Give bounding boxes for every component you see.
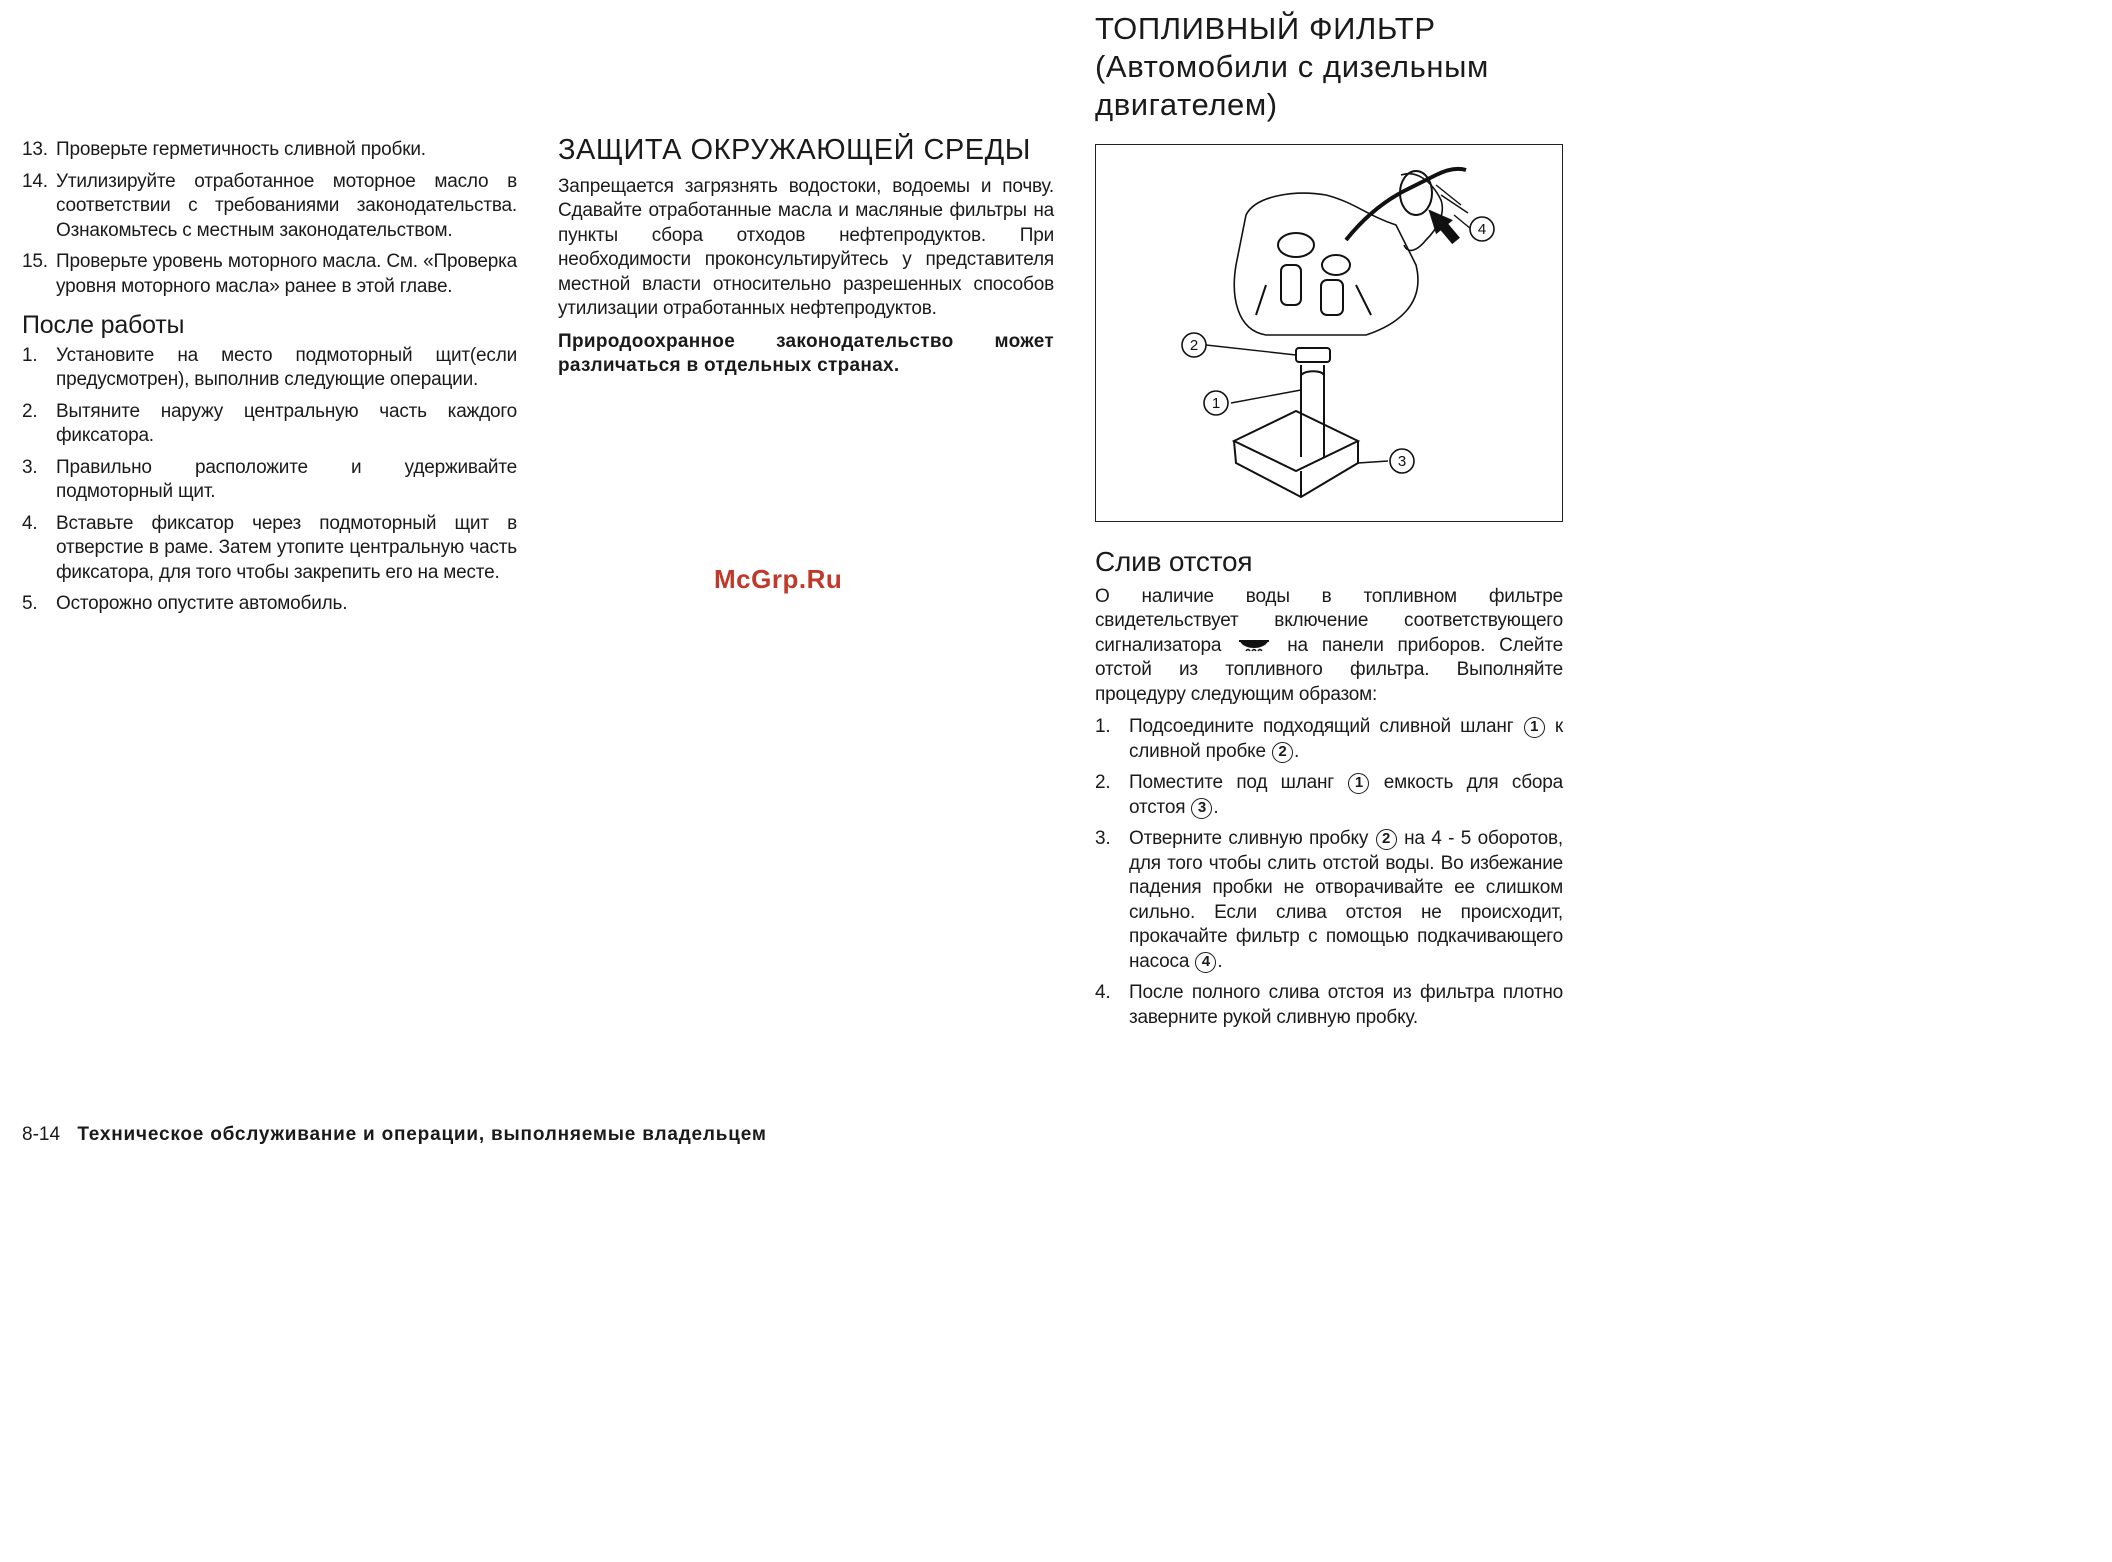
callout-2: 2	[1189, 337, 1199, 354]
callout-3: 3	[1397, 453, 1407, 470]
fuel-filter-figure	[1095, 144, 1563, 522]
list-item: 1. Установите на место подмоторный щит(если предусмотрен), выполнив следующие операции.	[22, 344, 517, 390]
list-item: 13. Проверьте герметичность сливной пробки.	[22, 139, 426, 160]
list-item: 2. Вытяните наружу центральную часть каждого фиксатора.	[22, 400, 517, 446]
fuel-filter-title: ТОПЛИВНЫЙ ФИЛЬТР (Автомобили с дизельным двигателем)	[1095, 11, 1489, 122]
list-item: 15. Проверьте уровень моторного масла. См. «Проверка уровня моторного масла» ранее в этой главе.	[22, 251, 517, 297]
chapter-title: Техническое обслуживание и операции, выполняемые владельцем	[77, 1124, 767, 1145]
list-item: 5. Осторожно опустите автомобиль.	[22, 593, 348, 614]
water-in-fuel-indicator-icon	[1237, 637, 1271, 653]
right-column	[1095, 10, 1563, 1037]
page-footer	[22, 1124, 767, 1146]
callout-1: 1	[1211, 395, 1221, 412]
oil-change-steps-continued	[22, 138, 517, 299]
page-number: 8-14	[22, 1124, 61, 1145]
middle-column	[558, 134, 1054, 379]
list-item: 4. После полного слива отстоя из фильтра плотно заверните рукой сливную пробку.	[1095, 982, 1563, 1028]
list-item: 4. Вставьте фиксатор через подмоторный щит в отверстие в раме. Затем утопите центральную часть фиксатора, для того чтобы закрепить его на месте.	[22, 512, 517, 583]
list-item: 2. Поместите под шланг 1 емкость для сбора отстоя 3 .	[1095, 772, 1563, 818]
callout-ref: 1	[1524, 717, 1545, 738]
drain-intro: О наличие воды в топливном фильтре свидетельствует включение соответствующего сигнализатора на панели приборов. Слейте отстой из топливного фильтра. Выполняйте процедуру следующим образом:	[1095, 585, 1563, 705]
callout-ref: 1	[1348, 773, 1369, 794]
list-item: 14. Утилизируйте отработанное моторное масло в соответствии с требованиями законодательства. Ознакомьтесь с местным законодательством.	[22, 170, 517, 241]
watermark: McGrp.Ru	[714, 564, 843, 594]
after-work-steps	[22, 344, 517, 617]
callout-ref: 4	[1195, 952, 1216, 973]
environment-paragraph: Запрещается загрязнять водостоки, водоемы и почву. Сдавайте отработанные масла и масляные фильтры на пункты сбора отходов нефтепродуктов. При необходимости проконсультируйтесь у представителя местной власти относительно разрешенных способов утилизации отработанных нефтепродуктов.	[558, 175, 1054, 319]
left-column	[22, 138, 517, 624]
callout-ref: 3	[1191, 798, 1212, 819]
environment-bold-note: Природоохранное законодательство может различаться в отдельных странах.	[558, 330, 1054, 376]
fuel-filter-illustration	[1096, 145, 1562, 521]
list-item: 1. Подсоедините подходящий сливной шланг 1 к сливной пробке 2 .	[1095, 716, 1563, 762]
drain-section	[1095, 546, 1563, 1030]
list-item: 3. Правильно расположите и удерживайте подмоторный щит.	[22, 456, 517, 502]
list-item: 3. Отверните сливную пробку 2 на 4 - 5 оборотов, для того чтобы слить отстой воды. Во избежание падения пробки не отворачивайте ее слишком сильно. Если слива отстоя не происходит, прокачайте фильтр с помощью подкачивающего насоса 4 .	[1095, 828, 1563, 972]
drain-steps	[1095, 715, 1563, 1030]
after-work-heading: После работы	[22, 311, 185, 339]
callout-4: 4	[1477, 221, 1487, 238]
drain-heading: Слив отстоя	[1095, 546, 1253, 577]
environment-heading: ЗАЩИТА ОКРУЖАЮЩЕЙ СРЕДЫ	[558, 134, 1031, 166]
callout-ref: 2	[1376, 829, 1397, 850]
callout-ref: 2	[1272, 742, 1293, 763]
